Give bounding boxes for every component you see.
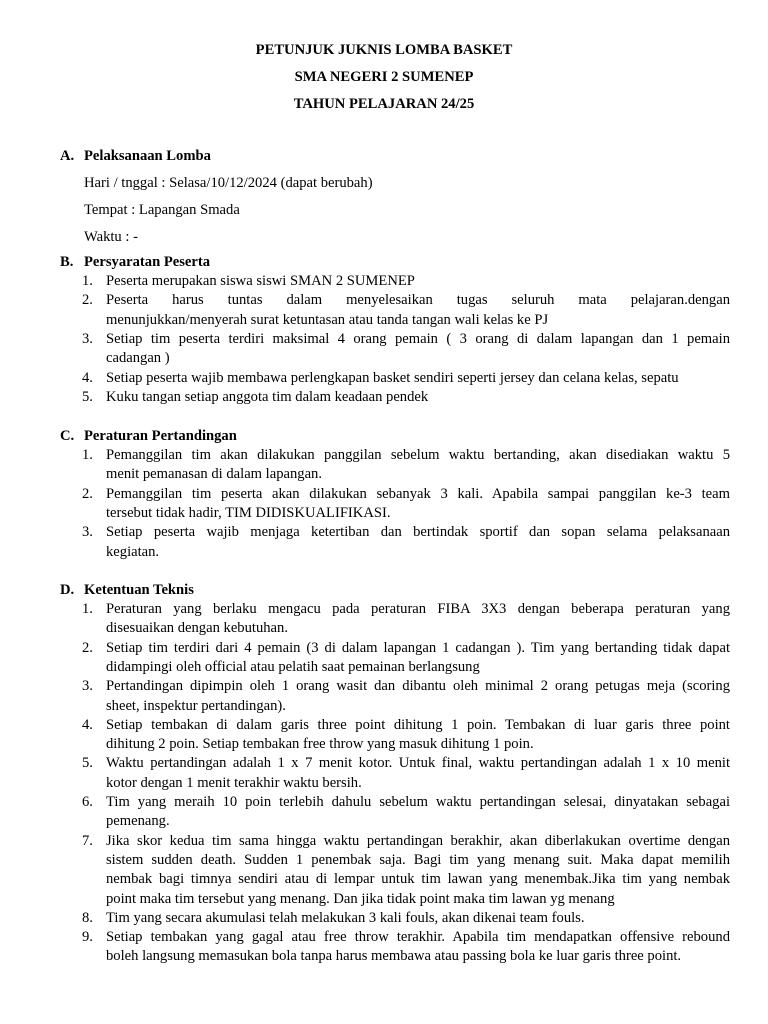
section-a-waktu: Waktu : - bbox=[84, 229, 138, 245]
section-d-item-text: sheet, inspektur pertandingan). bbox=[106, 697, 286, 714]
section-b-item-text: menunjukkan/menyerah surat ketuntasan atau tanda tangan wali kelas ke PJ bbox=[106, 311, 549, 328]
section-c-item-number: 2. bbox=[82, 485, 93, 502]
section-d-item-number: 3. bbox=[82, 678, 93, 695]
section-c-item-number: 1. bbox=[82, 447, 93, 463]
section-d-item-text: Tim yang meraih 10 poin terlebih dahulu sebelum waktu pertandingan selesai, dinyatakan sebagai bbox=[106, 794, 730, 810]
section-b-item-text: Peserta harus tuntas dalam menyelesaikan tugas seluruh mata pelajaran.dengan bbox=[106, 292, 730, 309]
section-c-item-number: 3. bbox=[82, 524, 93, 541]
section-b-title: Persyaratan Peserta bbox=[84, 254, 211, 270]
section-c-item-text: Pemanggilan tim peserta akan dilakukan sebanyak 3 kali. Apabila sampai panggilan ke-3 team bbox=[106, 485, 730, 502]
section-b-item-text: Setiap peserta wajib membawa perlengkapan basket sendiri seperti jersey dan celana kelas, sepatu bbox=[106, 369, 679, 386]
section-d-item-text: pemenang. bbox=[106, 813, 170, 830]
section-c-item-text: menit pemanasan di dalam lapangan. bbox=[106, 466, 322, 483]
section-d-item-number: 9. bbox=[82, 929, 93, 946]
section-d-title: Ketentuan Teknis bbox=[84, 582, 194, 598]
section-d-item-text: nembak bagi timnya sendiri atau di lempar untuk tim lawan yang menembak.Jika tim yang nembak bbox=[106, 871, 730, 888]
section-a-title: Pelaksanaan Lomba bbox=[84, 148, 211, 164]
section-c-item-text: Setiap peserta wajib menjaga ketertiban dan bertindak sportif dan sopan selama pelaksanaan bbox=[106, 524, 730, 541]
section-d-item-text: Setiap tembakan di dalam garis three point dihitung 1 poin. Tembakan di luar garis three point bbox=[106, 716, 730, 733]
section-b-item-number: 5. bbox=[82, 388, 93, 405]
doc-title-line-3: TAHUN PELAJARAN 24/25 bbox=[293, 96, 475, 112]
section-b-item-text: cadangan ) bbox=[106, 350, 170, 367]
section-d-item-number: 1. bbox=[82, 601, 93, 617]
section-d-item-text: sistem sudden death. Sudden 1 penembak saja. Bagi tim yang menang suit. Maka dapat memilih bbox=[106, 851, 730, 868]
section-b-item-text: Kuku tangan setiap anggota tim dalam keadaan pendek bbox=[106, 388, 429, 405]
section-c-letter: C. bbox=[60, 428, 75, 444]
section-d-item-text: Peraturan yang berlaku mengacu pada peraturan FIBA 3X3 dengan beberapa peraturan yang bbox=[106, 601, 730, 617]
section-d-item-text: disesuaikan dengan kebutuhan. bbox=[106, 620, 288, 637]
section-d-item-text: Tim yang secara akumulasi telah melakukan 3 kali fouls, akan dikenai team fouls. bbox=[106, 909, 585, 926]
section-b-letter: B. bbox=[60, 254, 74, 270]
section-a-hari: Hari / tnggal : Selasa/10/12/2024 (dapat berubah) bbox=[84, 175, 373, 191]
doc-title-line-1: PETUNJUK JUKNIS LOMBA BASKET bbox=[255, 42, 513, 58]
section-c-item-text: kegiatan. bbox=[106, 543, 160, 560]
section-d-item-number: 7. bbox=[82, 832, 93, 849]
section-c-title: Peraturan Pertandingan bbox=[84, 428, 237, 444]
section-d-item-text: point maka tim tersebut yang menang. Dan jika tidak point maka tim lawan yg menang bbox=[106, 890, 615, 907]
section-b-item-text: Setiap tim peserta terdiri maksimal 4 orang pemain ( 3 orang di dalam lapangan dan 1 pemain bbox=[106, 330, 730, 347]
section-d-item-text: Pertandingan dipimpin oleh 1 orang wasit dan dibantu oleh minimal 2 orang petugas meja (scoring bbox=[106, 678, 730, 695]
section-d-item-text: didampingi oleh official atau pelatih saat pemainan berlangsung bbox=[106, 658, 480, 675]
section-a-letter: A. bbox=[60, 148, 75, 164]
section-d-item-text: Waktu pertandingan adalah 1 x 7 menit kotor. Untuk final, waktu pertandingan adalah 1 x 10 menit bbox=[106, 755, 730, 772]
section-b-item-text: Peserta merupakan siswa siswi SMAN 2 SUMENEP bbox=[106, 273, 415, 289]
section-d-item-number: 2. bbox=[82, 639, 93, 656]
section-d-item-number: 8. bbox=[82, 909, 93, 926]
section-a-tempat: Tempat : Lapangan Smada bbox=[84, 202, 240, 218]
section-d-item-text: dihitung 2 poin. Setiap tembakan free throw yang masuk dihitung 1 poin. bbox=[106, 736, 534, 753]
section-d-item-text: Setiap tembakan yang gagal atau free throw terakhir. Apabila tim mendapatkan offensive rebound bbox=[106, 929, 730, 946]
section-d-item-text: boleh langsung memasukan bola tanpa harus membawa atau passing bola ke luar garis three point. bbox=[106, 948, 682, 965]
section-d-item-text: Jika skor kedua tim sama hingga waktu pertandingan berakhir, akan diberlakukan overtime dengan bbox=[106, 832, 730, 849]
section-d-item-number: 4. bbox=[82, 716, 93, 733]
section-b-item-number: 1. bbox=[82, 273, 93, 289]
section-d-item-text: Setiap tim terdiri dari 4 pemain (3 di dalam lapangan 1 cadangan ). Tim yang bertanding tidak dapat bbox=[106, 639, 730, 656]
section-c-item-text: tersebut tidak hadir, TIM DIDISKUALIFIKASI. bbox=[106, 504, 391, 521]
section-d-item-number: 6. bbox=[82, 794, 93, 810]
section-c-item-text: Pemanggilan tim akan dilakukan panggilan sebelum waktu bertanding, akan disediakan waktu 5 bbox=[106, 447, 730, 463]
section-d-item-number: 5. bbox=[82, 755, 93, 772]
section-b-item-number: 2. bbox=[82, 292, 93, 309]
section-b-item-number: 3. bbox=[82, 330, 93, 347]
doc-title-line-2: SMA NEGERI 2 SUMENEP bbox=[294, 69, 474, 85]
section-b-item-number: 4. bbox=[82, 369, 93, 386]
section-d-letter: D. bbox=[60, 582, 75, 598]
section-d-item-text: kotor dengan 1 menit terakhir waktu bersih. bbox=[106, 774, 362, 791]
